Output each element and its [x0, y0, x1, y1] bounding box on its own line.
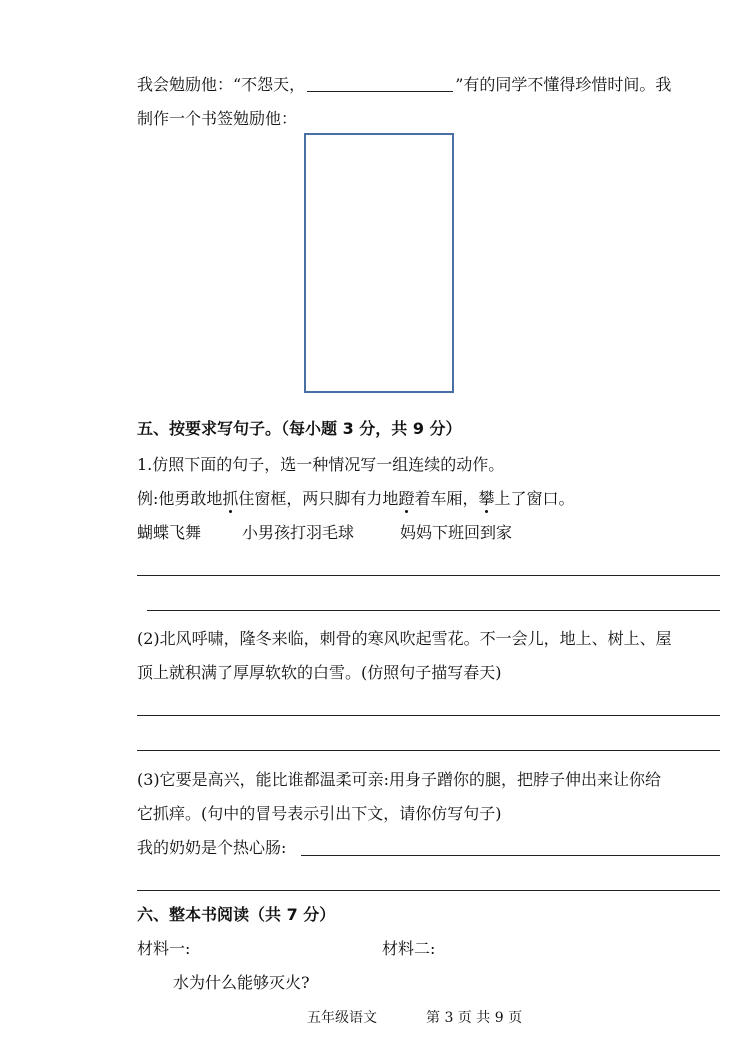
answer-line[interactable] [147, 610, 720, 611]
section-6-title: 六、整本书阅读（共 7 分） [137, 905, 336, 924]
footer-page-number: 第 3 页 共 9 页 [426, 1010, 523, 1026]
answer-line[interactable] [137, 890, 720, 891]
intro-line-2: 制作一个书签勉励他： [137, 109, 298, 128]
q1-example [137, 489, 575, 509]
material-1-label: 材料一: [137, 939, 191, 958]
answer-line[interactable] [137, 715, 720, 716]
intro-text-after: ”有的同学不懂得珍惜时间。我 [455, 75, 672, 94]
intro-line-1 [137, 75, 671, 95]
material-2-label: 材料二: [382, 939, 436, 958]
example-verb: 抓 [222, 489, 239, 508]
q2-line-1: (2)北风呼啸，隆冬来临，刺骨的寒风吹起雪花。不一会儿，地上、树上、屋 [137, 629, 672, 648]
answer-line[interactable] [137, 750, 720, 751]
q2-line-2: 顶上就积满了厚厚软软的白雪。(仿照句子描写春天) [137, 663, 502, 682]
section-5-title: 五、按要求写句子。（每小题 3 分，共 9 分） [137, 419, 462, 438]
q3-line-3: 我的奶奶是个热心肠: [137, 838, 287, 857]
example-verb: 蹬 [398, 489, 415, 508]
example-text: 例:他勇敢地 [137, 489, 223, 508]
footer-subject: 五年级语文 [307, 1010, 377, 1026]
answer-line[interactable] [301, 855, 720, 856]
answer-line[interactable] [137, 575, 720, 576]
q3-line-1: (3)它要是高兴，能比谁都温柔可亲:用身子蹭你的腿，把脖子伸出来让你给 [137, 770, 662, 789]
example-verb: 攀 [478, 489, 495, 508]
q1-prompt: 1.仿照下面的句子，选一种情况写一组连续的动作。 [137, 455, 505, 474]
q1-option-2: 小男孩打羽毛球 [242, 523, 355, 542]
example-text: 上了窗口。 [494, 489, 575, 508]
example-text: 着车厢， [414, 489, 479, 508]
intro-text-before: 我会勉励他：“不怨天， [137, 75, 306, 94]
q1-option-3: 妈妈下班回到家 [400, 523, 513, 542]
q3-line-2: 它抓痒。(句中的冒号表示引出下文，请你仿写句子) [137, 804, 502, 823]
q1-option-1: 蝴蝶飞舞 [137, 523, 202, 542]
example-text: 住窗框，两只脚有力地 [238, 489, 399, 508]
material-1-question: 水为什么能够灭火? [173, 973, 310, 992]
answer-blank[interactable] [307, 75, 453, 92]
bookmark-box[interactable] [304, 133, 454, 393]
